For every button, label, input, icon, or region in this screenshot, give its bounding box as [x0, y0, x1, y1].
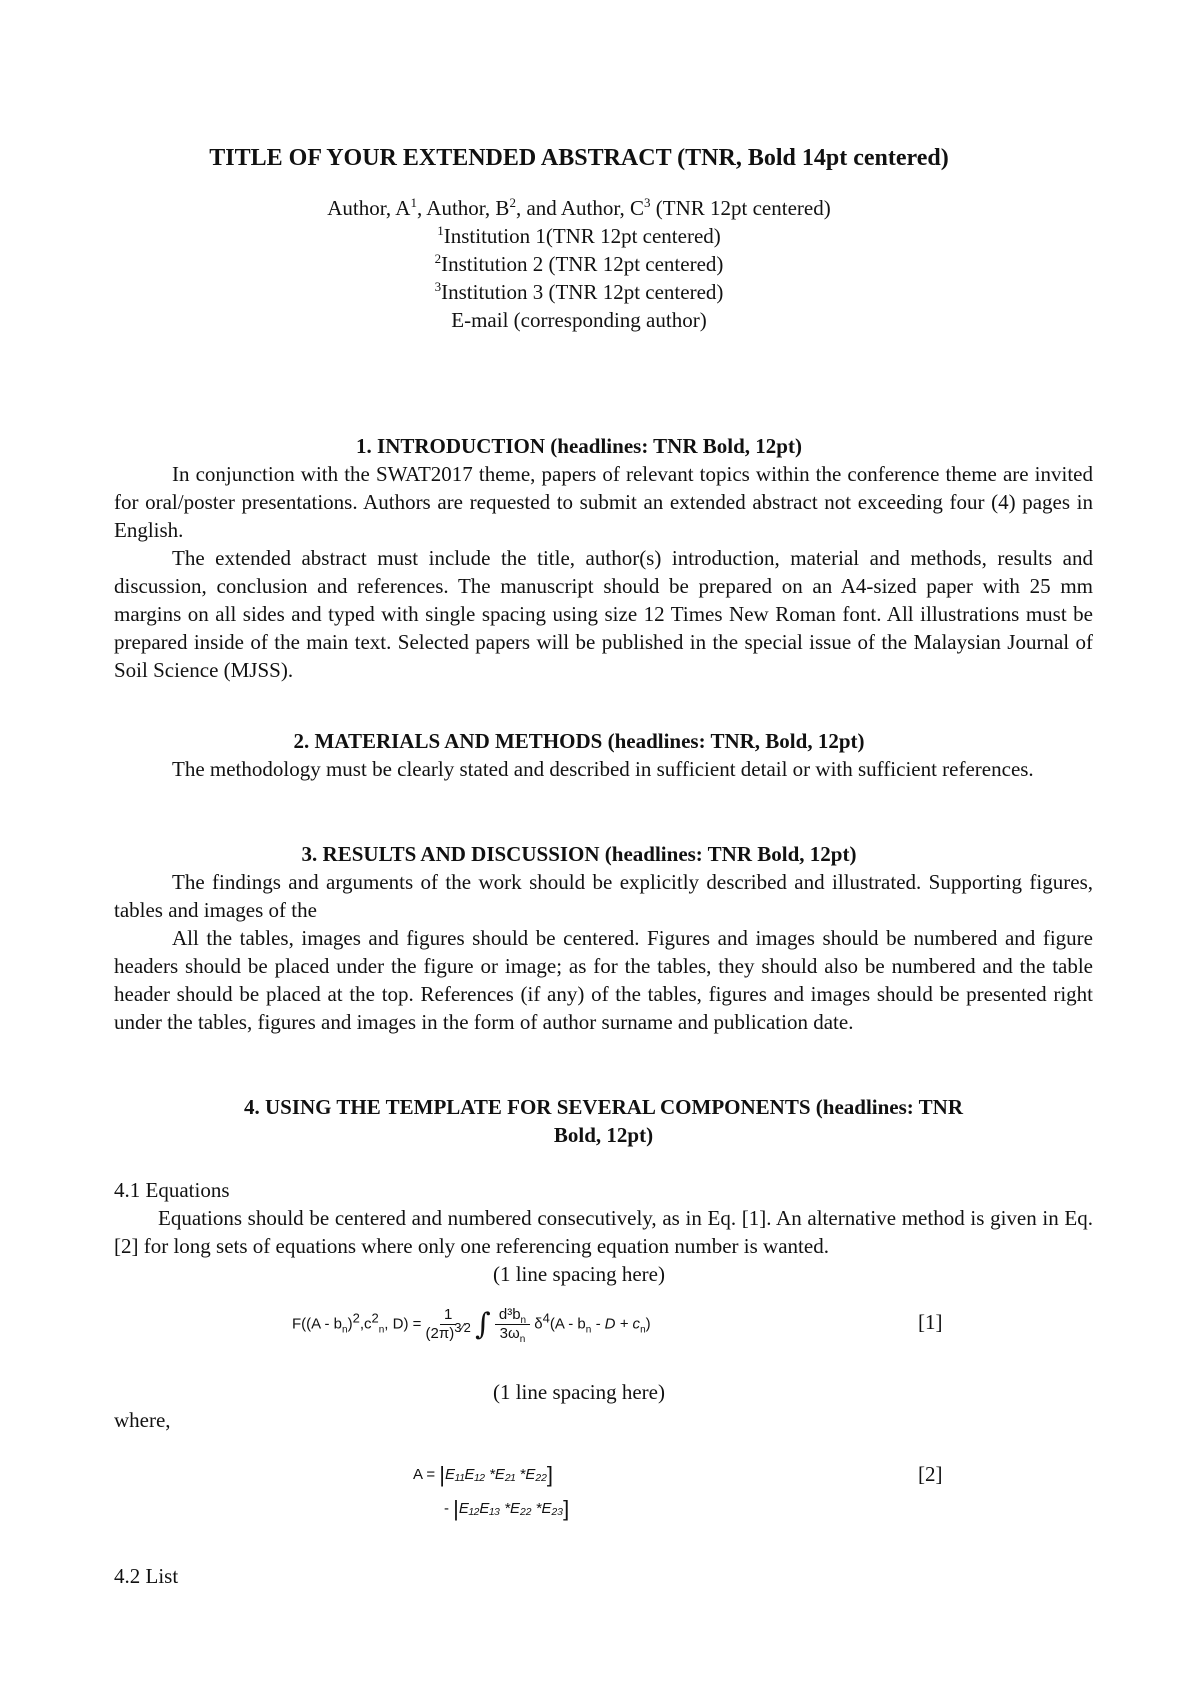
eq1-integrand-denominator-sub: n — [519, 1334, 526, 1345]
author-note: (TNR 12pt centered) — [650, 196, 831, 220]
eq1-rhs-sup: 4 — [542, 1310, 550, 1326]
right-bracket-icon: ] — [563, 1496, 570, 1521]
eq1-rhs-rest: (A - b — [549, 1315, 586, 1333]
left-bracket-icon: | — [439, 1462, 445, 1487]
institution-2-text: Institution 2 (TNR 12pt centered) — [441, 252, 724, 276]
eq1-rhs-close: ) — [645, 1315, 651, 1333]
section-3-paragraph-2 — [114, 924, 1093, 1036]
subsection-4-2-heading: 4.2 List — [114, 1564, 179, 1588]
section-1-paragraph-1 — [114, 460, 1093, 544]
eq1-lhs-c-sub: n — [378, 1324, 385, 1336]
left-bracket-icon: | — [453, 1496, 459, 1521]
eq1-lhs-c-sup: 2 — [371, 1310, 379, 1326]
eq1-lhs-end: , D) = — [384, 1315, 422, 1333]
spacing-note-1: (1 line spacing here) — [492, 1262, 665, 1286]
section-2-heading: 2. MATERIALS AND METHODS (headlines: TNR, Bold, 12pt) — [293, 729, 865, 753]
author-line — [114, 194, 1044, 222]
institution-1-sup: 1 — [437, 223, 444, 238]
institution-3 — [114, 278, 1044, 306]
author-b: , Author, B — [416, 196, 510, 220]
eq1-fraction — [426, 1306, 471, 1343]
institution-1-text: Institution 1(TNR 12pt centered) — [443, 224, 721, 248]
eq1-integrand-numerator-sub: n — [520, 1315, 527, 1326]
eq1-fraction-denominator-sup: 3⁄2 — [454, 1320, 471, 1335]
section-2-paragraph-1-text: The methodology must be clearly stated and described in sufficient detail or with sufficient references. — [172, 757, 1034, 781]
section-1-heading: 1. INTRODUCTION (headlines: TNR Bold, 12pt) — [356, 434, 802, 458]
section-3-paragraph-1-text: The findings and arguments of the work should be explicitly described and illustrated. Supporting figures, tables and images of the — [114, 870, 1093, 922]
eq1-integrand-denominator — [500, 1325, 526, 1343]
eq2-line-2-terms: E₁₂E₁₃ *E₂₂ *E₂₃ — [458, 1499, 564, 1517]
eq2-line-1-terms: E₁₁E₁₂ *E₂₁ *E₂₂ — [445, 1465, 547, 1483]
integral-sign-icon: ∫ — [475, 1307, 491, 1342]
eq1-fraction-denominator — [425, 1320, 471, 1343]
equation-2-line-1 — [413, 1462, 553, 1488]
author-c-sup: 3 — [644, 195, 651, 210]
eq1-integrand-numerator — [495, 1306, 530, 1325]
author-b-sup: 2 — [509, 195, 516, 210]
eq1-lhs-sub: n — [342, 1324, 348, 1336]
equation-2-number: [2] — [918, 1462, 943, 1486]
eq1-rhs-end: - D + c — [591, 1315, 641, 1333]
spacing-note-2: (1 line spacing here) — [492, 1380, 665, 1404]
eq1-lhs: F((A - b — [292, 1315, 343, 1333]
author-a: Author, A — [327, 196, 411, 220]
where-label: where, — [114, 1408, 171, 1432]
subsection-4-1-heading: 4.1 Equations — [114, 1178, 230, 1202]
subsection-4-1-paragraph-text: Equations should be centered and numbered consecutively, as in Eq. [1]. An alternative method is given in Eq. [2] for long sets of equations where only one referencing equation number is wanted. — [114, 1206, 1093, 1258]
eq2-minus: - — [444, 1499, 449, 1517]
eq1-rhs-end-sub: n — [640, 1324, 646, 1336]
institution-2-sup: 2 — [434, 251, 442, 266]
section-1-paragraph-1-text: In conjunction with the SWAT2017 theme, papers of relevant topics within the conference theme are invited for oral/poster presentations. Authors are requested to submit an extended abstract not exceeding four (4) pages in English. — [114, 462, 1093, 542]
eq1-integrand-numerator-base: d³b — [498, 1306, 521, 1323]
institution-1 — [114, 222, 1044, 250]
document-title: TITLE OF YOUR EXTENDED ABSTRACT (TNR, Bold 14pt centered) — [209, 145, 949, 171]
eq2-lhs: A = — [413, 1465, 436, 1483]
eq1-integrand-denominator-base: 3ω — [499, 1325, 520, 1342]
section-4-heading-line-2: Bold, 12pt) — [553, 1123, 654, 1147]
section-4-heading-line-1: 4. USING THE TEMPLATE FOR SEVERAL COMPONENTS (headlines: TNR — [244, 1095, 963, 1119]
email-line: E-mail (corresponding author) — [451, 308, 707, 332]
section-2-paragraph-1 — [114, 755, 1093, 783]
section-3-heading: 3. RESULTS AND DISCUSSION (headlines: TNR Bold, 12pt) — [301, 842, 857, 866]
institution-2 — [114, 250, 1044, 278]
eq1-fraction-denominator-base: (2π) — [425, 1325, 455, 1342]
right-bracket-icon: ] — [546, 1462, 553, 1487]
institution-3-text: Institution 3 (TNR 12pt centered) — [441, 280, 724, 304]
author-c: , and Author, C — [515, 196, 645, 220]
eq1-rhs-delta: δ — [534, 1315, 543, 1333]
subsection-4-1-paragraph — [114, 1204, 1093, 1260]
eq1-rhs-sub: n — [585, 1324, 592, 1336]
section-1-paragraph-2-text: The extended abstract must include the title, author(s) introduction, material and methods, results and discussion, conclusion and references. The manuscript should be prepared on an A4-sized paper with 25 mm margins on all sides and typed with single spacing using size 12 Times New Roman font. All illustrations must be prepared inside of the main text. Selected papers will be published in the special issue of the Malaysian Journal of Soil Science (MJSS). — [114, 546, 1093, 682]
equation-1 — [292, 1306, 651, 1343]
institution-3-sup: 3 — [434, 279, 442, 294]
section-1-paragraph-2 — [114, 544, 1093, 684]
equation-2-line-2 — [444, 1496, 569, 1522]
eq1-lhs-c: ,c — [359, 1315, 372, 1333]
eq1-lhs-sup: 2 — [352, 1310, 360, 1326]
author-a-sup: 1 — [410, 195, 417, 210]
section-3-paragraph-1 — [114, 868, 1093, 924]
section-3-paragraph-2-text: All the tables, images and figures should be centered. Figures and images should be numbered and figure headers should be placed under the figure or image; as for the tables, they should also be numbered and the table header should be placed at the top. References (if any) of the tables, figures and images should be presented right under the tables, figures and images in the form of author surname and publication date. — [114, 926, 1093, 1034]
equation-1-number: [1] — [918, 1310, 943, 1334]
eq1-lhs-mid: ) — [347, 1315, 353, 1333]
eq1-integrand-fraction — [495, 1306, 530, 1343]
eq1-fraction-numerator: 1 — [440, 1306, 456, 1325]
